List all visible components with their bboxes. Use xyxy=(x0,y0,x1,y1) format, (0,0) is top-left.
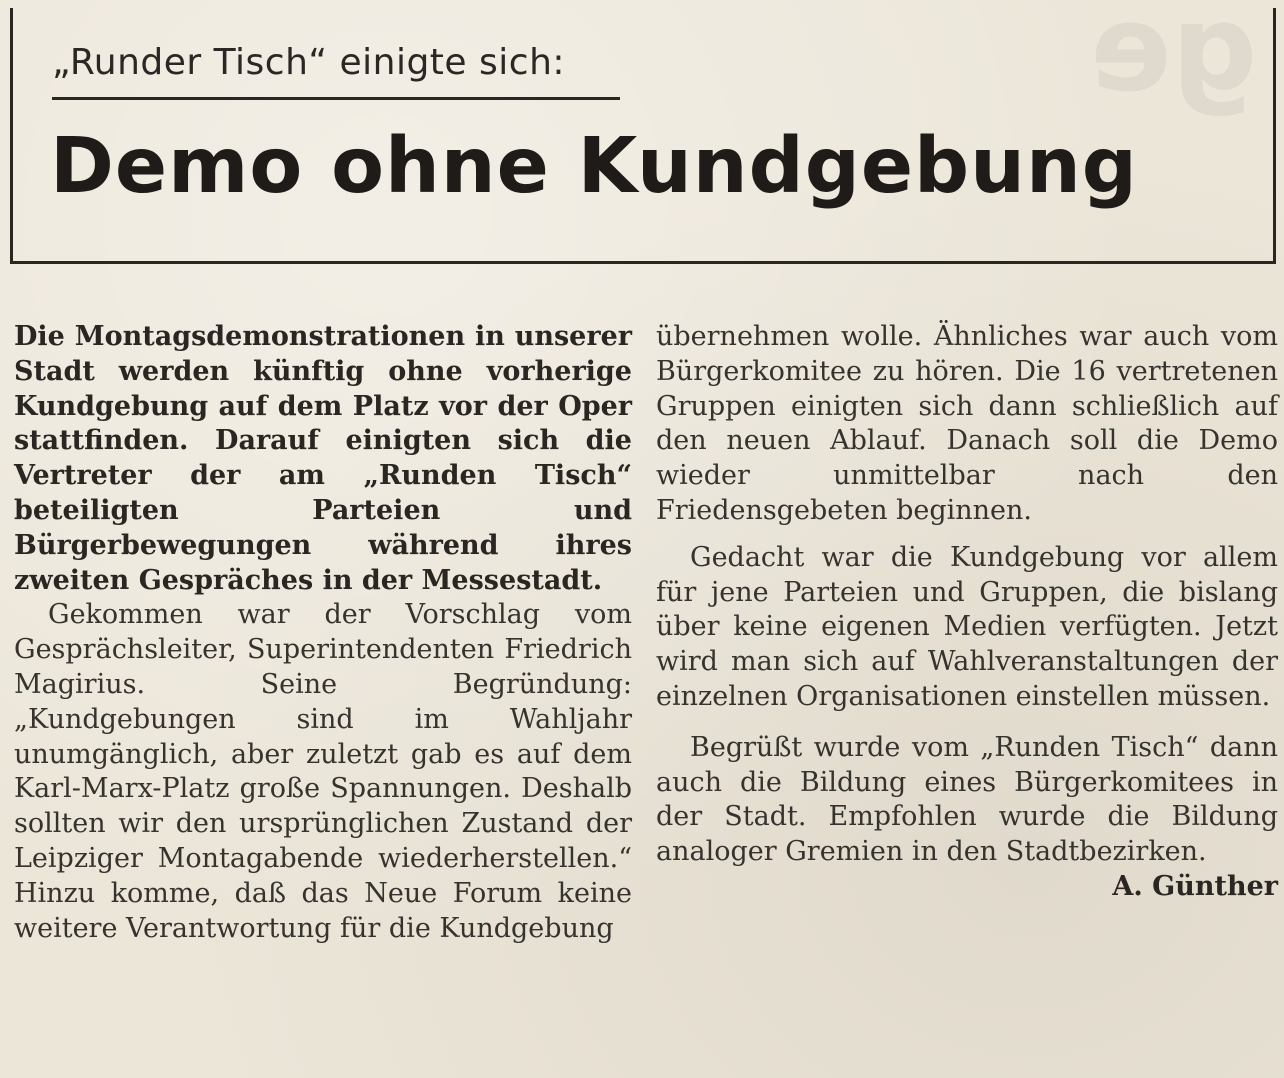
article-column-left xyxy=(14,320,632,946)
show-through-text: ge xyxy=(1090,0,1258,119)
kicker-line: „Runder Tisch“ einigte sich: xyxy=(52,42,566,83)
kicker-underline xyxy=(52,97,620,100)
headline: Demo ohne Kundgebung xyxy=(50,122,1138,211)
lead-paragraph: Die Montagsdemonstrationen in unserer Stadt werden künftig ohne vorherige Kundgebung auf dem Platz vor der Oper stattfinden. Darauf einigten sich die Vertreter der am „Runden Tisch“ beteiligten Parteien und Bürgerbewegungen während ihres zweiten Gespräches in der Messestadt. xyxy=(14,321,632,596)
body-paragraph-2: Gedacht war die Kundgebung vor allem für jene Parteien und Gruppen, die bislang über keine eigenen Medien verfügten. Jetzt wird man sich auf Wahlveranstaltungen der einzelnen Organisationen einstellen müssen. xyxy=(656,541,1278,712)
body-paragraph-3: Begrüßt wurde vom „Runden Tisch“ dann auch die Bildung eines Bürgerkomitees in der Stadt. Empfohlen wurde die Bildung analoger Gremien in den Stadtbezirken. xyxy=(656,731,1278,868)
body-paragraph-1-part-2: übernehmen wolle. Ähnliches war auch vom Bürgerkomitee zu hören. Die 16 vertretenen Gruppen einigten sich dann schließlich auf den neuen Ablauf. Danach soll die Demo wieder unmittelbar nach den Friedensgebeten beginnen. xyxy=(656,321,1278,526)
author-byline: A. Günther xyxy=(1112,870,1278,902)
article-column-right xyxy=(656,320,1278,905)
body-paragraph-1-part-1: Gekommen war der Vorschlag vom Gesprächsleiter, Superintendenten Friedrich Magirius. Seine Begründung: „Kundgebungen sind im Wahljahr unumgänglich, aber zuletzt gab es auf dem Karl-Marx-Platz große Spannungen. Deshalb sollten wir den ursprünglichen Zustand der Leipziger Montagabende wiederherstellen.“ Hinzu komme, daß das Neue Forum keine weitere Verantwortung für die Kundgebung xyxy=(14,599,632,944)
